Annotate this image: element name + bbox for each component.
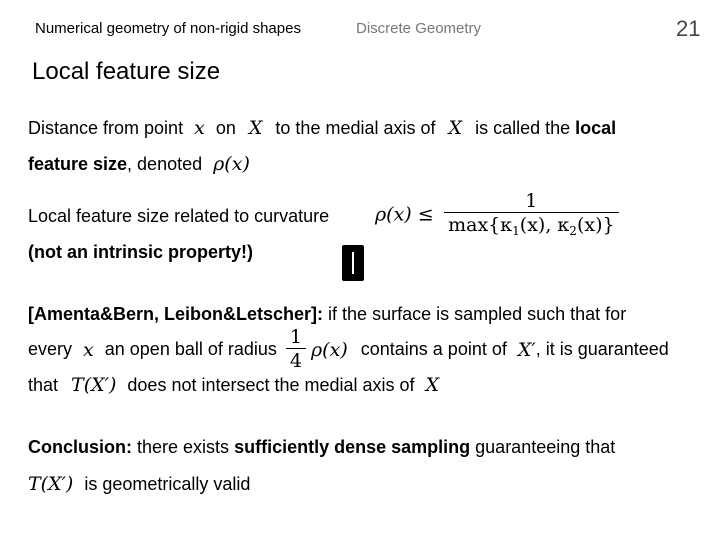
- para1-text-e: , denoted: [127, 154, 203, 174]
- math-rho: ρ(x): [311, 338, 348, 361]
- math-rho: ρ(x): [213, 153, 250, 175]
- formula-fraction: [444, 190, 618, 243]
- para3-text-g: does not intersect the medial axis of: [127, 375, 415, 395]
- conclusion-bold: sufficiently dense sampling: [234, 437, 471, 457]
- curvature-text: Local feature size related to curvature: [28, 206, 330, 226]
- math-x: x: [194, 117, 205, 139]
- para3-text-c: an open ball of radius: [104, 339, 277, 359]
- conclusion-line2: [28, 473, 250, 495]
- fraction-numerator: 1: [289, 326, 302, 348]
- fraction-denominator: 4: [286, 348, 306, 373]
- para3-line1: [28, 304, 626, 325]
- fraction-denominator: [444, 212, 618, 243]
- fraction-numerator: 1: [525, 190, 538, 212]
- kappa1-subscript: 1: [512, 224, 520, 238]
- formula-lhs: ρ(x) ≤: [375, 203, 434, 226]
- para1-line1: [28, 117, 616, 139]
- den-end: (x)}: [576, 214, 615, 236]
- conclusion-text-c: is geometrically valid: [84, 474, 251, 494]
- course-title: Numerical geometry of non-rigid shapes: [35, 20, 301, 37]
- para1-text-d: is called the: [475, 118, 571, 138]
- intrinsic-note: (not an intrinsic property!): [28, 242, 253, 262]
- para1-line2: [28, 153, 250, 175]
- kappa2-subscript: 2: [569, 224, 577, 238]
- math-TXprime: T(X′): [71, 374, 117, 396]
- para3-line2: [28, 326, 669, 373]
- math-X: X: [448, 117, 463, 139]
- math-X: X: [425, 374, 440, 396]
- curvature-bound-formula: [375, 190, 619, 243]
- para3-text-e: , it is guaranteed: [535, 339, 669, 359]
- para1-text-b: on: [215, 118, 236, 138]
- citation: [Amenta&Bern, Leibon&Letscher]:: [28, 304, 324, 324]
- math-x: x: [83, 338, 94, 361]
- para3-text-a: if the surface is sampled such that for: [328, 304, 627, 324]
- para3-text-b: every: [28, 339, 73, 359]
- math-X: X: [248, 117, 263, 139]
- math-Xprime: X′: [517, 338, 536, 361]
- page-number: 21: [676, 16, 701, 41]
- topic-title: Discrete Geometry: [356, 20, 482, 37]
- para3-text-d: contains a point of: [360, 339, 507, 359]
- para1-text-c: to the medial axis of: [275, 118, 436, 138]
- den-mid: (x), κ: [519, 214, 570, 236]
- conclusion-text-b: guaranteeing that: [475, 437, 616, 457]
- para1-bold-feature-size: feature size: [28, 154, 128, 174]
- conclusion-label: Conclusion:: [28, 437, 132, 457]
- math-TXprime: T(X′): [28, 473, 74, 495]
- para3-text-f: that: [28, 375, 59, 395]
- quarter-fraction: [286, 326, 306, 373]
- conclusion-line1: [28, 437, 615, 458]
- slide-title: Local feature size: [32, 58, 221, 85]
- para3-line3: [28, 374, 439, 396]
- para1-text-a: Distance from point: [28, 118, 184, 138]
- para1-bold-local: local: [575, 118, 617, 138]
- text-cursor-icon: [342, 245, 364, 281]
- conclusion-text-a: there exists: [137, 437, 230, 457]
- den-max: max{κ: [448, 214, 513, 236]
